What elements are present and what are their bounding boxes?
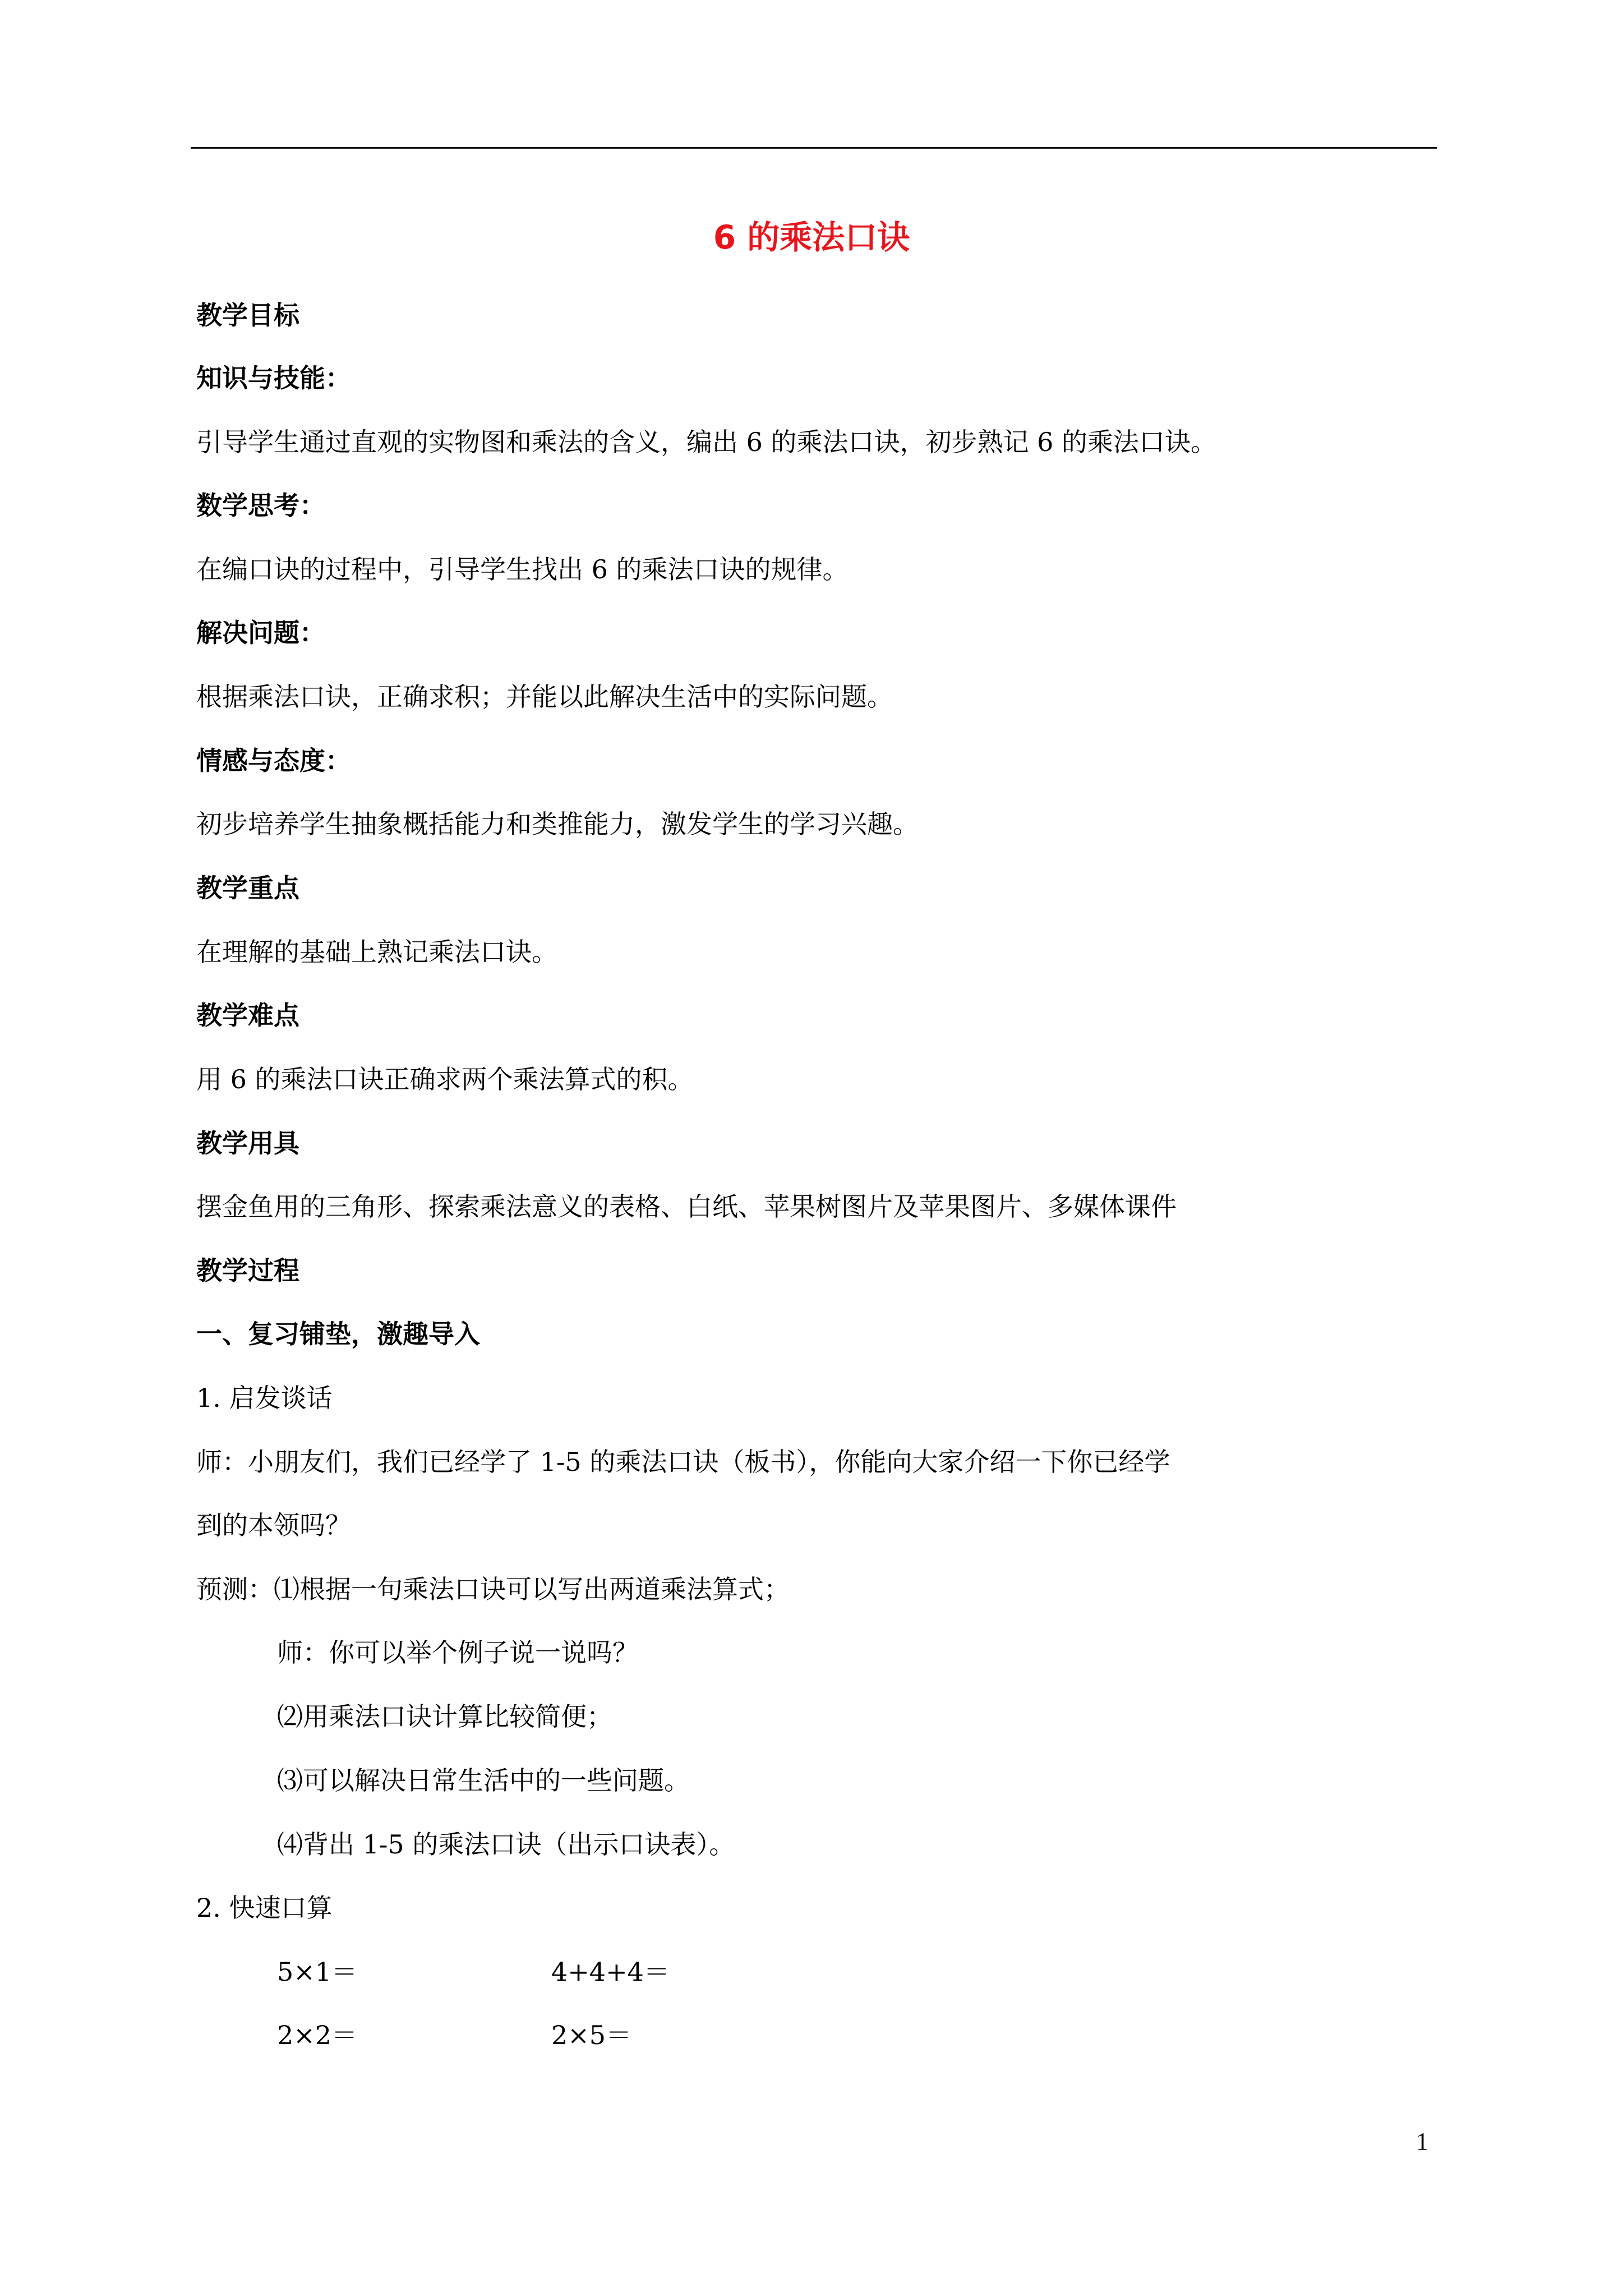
prediction-2: ⑵用乘法口诀计算比较简便； [277,1701,612,1732]
section-heading-review: 一、复习铺垫，激趣导入 [196,1319,480,1349]
header-rule [191,147,1437,149]
exercise-2-right: 2×5＝ [551,2020,632,2050]
paragraph-teaching-aids: 摆金鱼用的三角形、探索乘法意义的表格、白纸、苹果树图片及苹果图片、多媒体课件 [196,1191,1177,1222]
item-heading-mental-math: 2. 快速口算 [196,1893,333,1923]
paragraph-difficulties: 用 6 的乘法口诀正确求两个乘法算式的积。 [196,1064,694,1094]
paragraph-math-thinking: 在编口诀的过程中，引导学生找出 6 的乘法口诀的规律。 [196,554,849,585]
exercise-1-left: 5×1＝ [277,1957,358,1987]
heading-knowledge-skills: 知识与技能： [196,363,351,393]
item-heading-talk: 1. 启发谈话 [196,1383,333,1413]
teacher-followup: 师：你可以举个例子说一说吗？ [277,1637,638,1668]
heading-teaching-goals: 教学目标 [196,300,299,330]
heading-math-thinking: 数学思考： [196,490,325,521]
prediction-4: ⑷背出 1-5 的乘法口诀（出示口诀表）。 [277,1829,735,1860]
heading-emotion-attitude: 情感与态度： [196,746,351,776]
heading-teaching-aids: 教学用具 [196,1128,299,1158]
paragraph-teacher-question-cont: 到的本领吗？ [196,1510,351,1540]
prediction-3: ⑶可以解决日常生活中的一些问题。 [277,1765,690,1796]
heading-teaching-process: 教学过程 [196,1255,299,1286]
exercise-1-right: 4+4+4＝ [551,1957,670,1987]
paragraph-teacher-question: 师：小朋友们，我们已经学了 1-5 的乘法口诀（板书），你能向大家介绍一下你已经学 [196,1447,1170,1477]
document-title: 6 的乘法口诀 [713,218,910,256]
exercise-2-left: 2×2＝ [277,2020,358,2050]
heading-key-points: 教学重点 [196,873,299,903]
paragraph-knowledge-skills: 引导学生通过直观的实物图和乘法的含义，编出 6 的乘法口诀，初步熟记 6 的乘法口诀。 [196,427,1217,457]
heading-problem-solving: 解决问题： [196,618,325,648]
heading-difficulties: 教学难点 [196,1000,299,1030]
prediction-1: 预测：⑴根据一句乘法口诀可以写出两道乘法算式； [196,1574,790,1604]
paragraph-problem-solving: 根据乘法口诀，正确求积；并能以此解决生活中的实际问题。 [196,682,893,712]
page-number: 1 [1416,2128,1428,2155]
paragraph-key-points: 在理解的基础上熟记乘法口诀。 [196,937,557,967]
paragraph-emotion-attitude: 初步培养学生抽象概括能力和类推能力，激发学生的学习兴趣。 [196,809,919,839]
